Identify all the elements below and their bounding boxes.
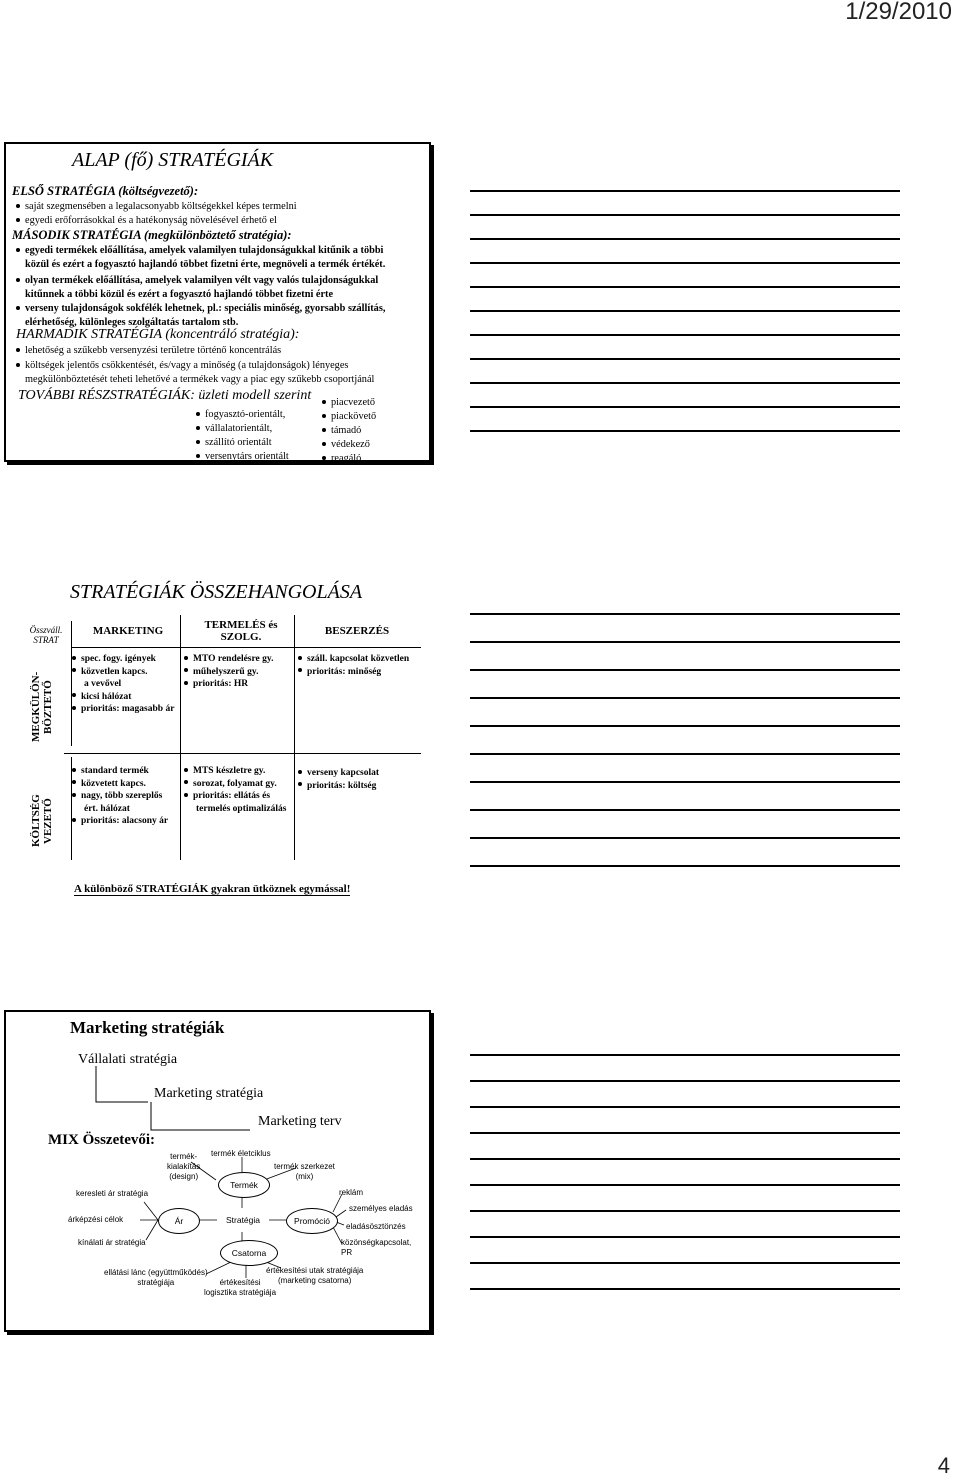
cell-list: standard termék közvetett kapcs. nagy, több szereplős ért. hálózat prioritás: alacsony ár — [72, 765, 168, 828]
bullet: verseny tulajdonságok sokfélék lehetnek, pl.: speciális minőség, gyorsabb szállítás, — [16, 302, 385, 315]
cell-list: spec. fogy. igények közvetlen kapcs. a vevővel kicsi hálózat prioritás: magasabb ár — [72, 653, 174, 716]
node-channel: Csatorna — [220, 1240, 278, 1266]
row-header-differentiating: MEGKÜLÖN- BÖZTETŐ — [30, 671, 54, 743]
second-strategy-heading: MÁSODIK STRATÉGIA (megkülönböztető stratégia): — [12, 228, 292, 242]
level-corporate: Vállalati stratégia — [78, 1052, 178, 1067]
bullet-cont: kitűnnek a többi közül és ezért a fogyasztó hajlandó többet fizetni érte — [25, 289, 334, 300]
list-item: piacvezető — [322, 396, 375, 409]
cell-list: száll. kapcsolat közvetlen prioritás: minőség — [298, 653, 409, 678]
label-logistics: értékesítési logisztika stratégiája — [204, 1278, 277, 1297]
bullet-icon — [16, 204, 20, 208]
column-header-procurement: BESZERZÉS — [324, 625, 390, 637]
bullet-cont: közül és ezért a fogyasztó hajlandó többet fizetni érte, megnöveli a termék értékét. — [25, 259, 386, 270]
bullet-icon — [196, 412, 200, 416]
bullet-icon — [322, 456, 326, 460]
cell-list: verseny kapcsolat prioritás: költség — [298, 767, 379, 792]
bullet-icon — [72, 818, 76, 822]
bullet-icon — [196, 454, 200, 458]
column-header-production: TERMELÉS és SZOLG. — [204, 619, 278, 643]
bullet-icon — [298, 668, 302, 672]
slide-title: STRATÉGIÁK ÖSSZEHANGOLÁSA — [70, 581, 363, 603]
label-life-cycle: termék életciklus — [211, 1149, 271, 1158]
bullet: saját szegmensében a legalacsonyabb költségekkel képes termelni — [16, 200, 297, 213]
bullet-icon — [72, 793, 76, 797]
slide-footer: A különböző STRATÉGIÁK gyakran ütköznek egymással! — [74, 883, 351, 895]
third-strategy-heading: HARMADIK STRATÉGIA (koncentráló stratégia): — [16, 327, 300, 342]
bullet-icon — [298, 656, 302, 660]
corner-label: Összváll. STRAT — [29, 625, 63, 645]
label-public-relations: közönségkapcsolat, PR — [341, 1238, 412, 1257]
node-promotion: Promóció — [286, 1208, 338, 1234]
bullet: olyan termékek előállítása, amelyek valamilyen vélt vagy valós tulajdonságukkal — [16, 274, 378, 287]
bullet-icon — [16, 218, 20, 222]
list-item: piackövető — [322, 410, 376, 423]
bullet-icon — [16, 248, 20, 252]
first-strategy-heading: ELSŐ STRATÉGIA (költségvezető): — [12, 184, 199, 198]
column-header-marketing: MARKETING — [92, 625, 164, 637]
level-marketing-plan: Marketing terv — [258, 1114, 342, 1129]
bullet-icon — [72, 768, 76, 772]
cell-list: MTO rendelésre gy. műhelyszerű gy. prioritás: HR — [184, 653, 273, 691]
bullet-icon — [72, 780, 76, 784]
list-item: reagáló — [322, 452, 361, 465]
label-product-mix: termék szerkezet (mix) — [274, 1162, 335, 1181]
label-sales-promotion: eladásösztönzés — [346, 1222, 406, 1231]
bullet-icon — [184, 681, 188, 685]
bullet-cont: megkülönböztetését teheti lehetővé a termékek vagy a piac egy szűkebb csoportjánál — [25, 374, 375, 385]
cell-list: MTS készletre gy. sorozat, folyamat gy. prioritás: ellátás és termelés optimalizálás — [184, 765, 287, 815]
bullet-icon — [298, 782, 302, 786]
label-pricing-goals: árképzési célok — [68, 1215, 124, 1224]
slide-title: Marketing stratégiák — [70, 1018, 225, 1037]
print-date: 1/29/2010 — [845, 0, 952, 25]
list-item: vállalatorientált, — [196, 422, 272, 435]
bullet-icon — [322, 400, 326, 404]
label-demand-pricing: keresleti ár stratégia — [76, 1189, 149, 1198]
bullet-icon — [184, 656, 188, 660]
bullet: lehetőség a szűkebb versenyzési területre történő koncentrálás — [16, 344, 281, 357]
bullet-icon — [184, 780, 188, 784]
list-item: fogyasztó-orientált, — [196, 408, 285, 421]
slide-basic-strategies — [4, 142, 431, 462]
bullet-cont: elérhetőség, különleges szolgáltatás tartalom stb. — [25, 317, 239, 328]
bullet: egyedi termékek előállítása, amelyek valamilyen tulajdonságukkal kitűnik a többi — [16, 244, 383, 257]
grid-line — [294, 615, 295, 860]
page-number: 4 — [937, 1453, 950, 1478]
label-supply-pricing: kínálati ár stratégia — [78, 1238, 146, 1247]
bullet-icon — [322, 414, 326, 418]
bullet-icon — [16, 306, 20, 310]
bullet-icon — [184, 793, 188, 797]
bullet-icon — [72, 656, 76, 660]
bullet-icon — [184, 768, 188, 772]
bullet-icon — [16, 363, 20, 367]
slide-title: ALAP (fő) STRATÉGIÁK — [72, 149, 274, 171]
bullet-icon — [322, 442, 326, 446]
list-item: támadó — [322, 424, 361, 437]
list-item: szállító orientált — [196, 436, 272, 449]
node-price: Ár — [158, 1208, 200, 1234]
bullet: költségek jelentős csökkentését, és/vagy a minőség (a tulajdonságok) lényeges — [16, 359, 348, 372]
grid-line — [64, 753, 421, 754]
bullet-icon — [72, 706, 76, 710]
bullet-icon — [16, 348, 20, 352]
label-advertising: reklám — [339, 1188, 364, 1197]
list-item: védekező — [322, 438, 370, 451]
slide-strategy-alignment — [4, 571, 431, 893]
bullet-icon — [322, 428, 326, 432]
label-sales-channels: értékesítési utak stratégiája (marketing csatorna) — [266, 1266, 364, 1285]
bullet-icon — [72, 693, 76, 697]
bullet-icon — [184, 668, 188, 672]
level-marketing-strategy: Marketing stratégia — [154, 1086, 264, 1101]
list-item: versenytárs orientált — [196, 450, 289, 463]
node-strategy: Stratégia — [217, 1208, 269, 1232]
label-design: termék- kialakítás (design) — [167, 1152, 201, 1181]
grid-line — [71, 647, 421, 648]
row-header-cost-leader: KÖLTSÉG VEZETŐ — [30, 794, 54, 848]
bullet-icon — [72, 668, 76, 672]
bullet-icon — [196, 426, 200, 430]
bullet-icon — [298, 770, 302, 774]
further-strategies-heading: TOVÁBBI RÉSZSTRATÉGIÁK: üzleti modell szerint — [18, 388, 312, 403]
slide-marketing-strategies — [4, 1010, 431, 1332]
grid-line — [180, 615, 181, 860]
bullet: egyedi erőforrásokkal és a hatékonyság növelésével érhető el — [16, 214, 277, 227]
mix-heading: MIX Összetevői: — [48, 1132, 156, 1148]
bullet-icon — [196, 440, 200, 444]
node-product: Termék — [218, 1172, 270, 1198]
label-personal-selling: személyes eladás — [349, 1204, 413, 1213]
label-supply-chain: ellátási lánc (együttműködés) stratégiája — [104, 1268, 208, 1287]
bullet-icon — [16, 278, 20, 282]
